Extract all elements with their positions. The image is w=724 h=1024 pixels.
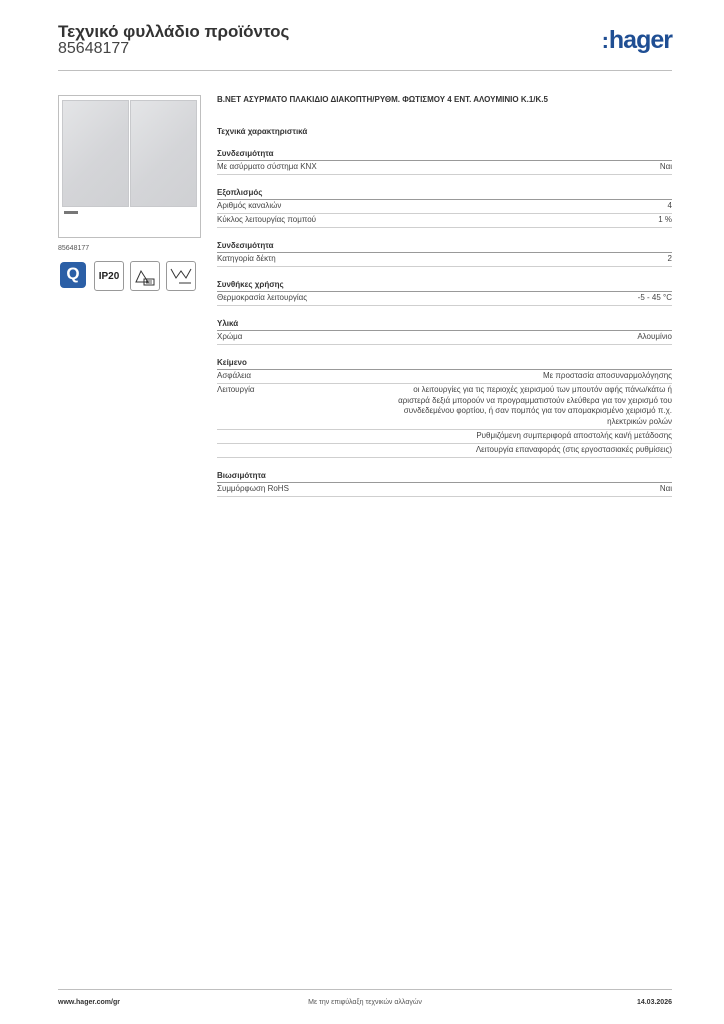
spec-row xyxy=(217,370,672,384)
spec-row xyxy=(217,444,672,458)
spec-label: Ασφάλεια xyxy=(217,371,252,380)
mounting-icon xyxy=(130,261,160,291)
page-title: Τεχνικό φυλλάδιο προϊόντος xyxy=(58,22,290,41)
spec-value: Λειτουργία επαναφοράς (στις εργοστασιακές ρυθμίσεις) xyxy=(475,445,672,454)
footer-url-link[interactable]: www.hager.com/gr xyxy=(58,999,120,1006)
spec-row xyxy=(217,331,672,345)
spec-label: Με ασύρματο σύστημα KNX xyxy=(217,162,317,171)
rocker-right xyxy=(130,100,197,207)
product-code: 85648177 xyxy=(58,40,130,57)
logo-text: hager xyxy=(608,26,672,54)
page-header xyxy=(58,22,672,71)
spec-row xyxy=(217,161,672,175)
spec-value: Ρυθμιζόμενη συμπεριφορά αποστολής και/ή μετάδοσης xyxy=(476,431,672,440)
spec-group-sustainability xyxy=(217,471,672,497)
spec-row xyxy=(217,253,672,267)
spec-label: Θερμοκρασία λειτουργίας xyxy=(217,293,308,302)
spec-row xyxy=(217,214,672,228)
product-image-panel xyxy=(58,95,203,291)
spec-group-connectivity-2 xyxy=(217,241,672,267)
spec-value: Αλουμίνιο xyxy=(637,332,672,341)
image-caption: 85648177 xyxy=(58,245,90,252)
spec-value: 2 xyxy=(667,254,672,263)
spec-row xyxy=(217,384,672,430)
spec-value: 4 xyxy=(667,201,672,210)
spec-value-multiline xyxy=(398,385,672,427)
spec-value: Ναι xyxy=(659,484,672,493)
spec-value-line: ηλεκτρικών ρολών xyxy=(607,416,672,426)
group-title: Εξοπλισμός xyxy=(217,188,672,200)
group-title: Συνθήκες χρήσης xyxy=(217,280,672,292)
footer-note: Με την επιφύλαξη τεχνικών αλλαγών xyxy=(308,999,422,1006)
product-image xyxy=(58,95,201,238)
spec-value: -5 - 45 °C xyxy=(637,293,672,302)
spec-label: Κατηγορία δέκτη xyxy=(217,254,276,263)
section-title: Τεχνικά χαρακτηριστικά xyxy=(217,127,308,136)
spec-row xyxy=(217,483,672,497)
spec-row xyxy=(217,200,672,214)
spec-group-connectivity xyxy=(217,149,672,175)
group-title: Βιωσιμότητα xyxy=(217,471,672,483)
installation-icon xyxy=(166,261,196,291)
spec-label: Κύκλος λειτουργίας πομπού xyxy=(217,215,317,224)
group-title: Συνδεσιμότητα xyxy=(217,149,672,161)
spec-group-materials xyxy=(217,319,672,345)
product-title: B.NET ΑΣΥΡΜΑΤΟ ΠΛΑΚΙΔΙΟ ΔΙΑΚΟΠΤΗ/ΡΥΘΜ. ΦΩΤΙΣΜΟΥ 4 ΕΝΤ. ΑΛΟΥΜΙΝΙΟ Κ.1/Κ.5 xyxy=(217,95,548,104)
spec-label: Χρώμα xyxy=(217,332,243,341)
spec-value-line: συνδεδεμένου φορτίου, ή σαν πομπός για τον απομακρισμένο χειρισμό π.χ. xyxy=(403,406,672,415)
spec-value: 1 % xyxy=(658,215,672,224)
quality-icon: Q xyxy=(58,261,88,291)
ip20-icon xyxy=(94,261,124,291)
spec-value: Ναι xyxy=(659,162,672,171)
spec-group-equipment xyxy=(217,188,672,228)
spec-value: Με προστασία αποσυναρμολόγησης xyxy=(542,371,672,380)
spec-group-text xyxy=(217,358,672,458)
spec-sheet xyxy=(217,95,672,497)
spec-group-conditions xyxy=(217,280,672,306)
spec-label: Λειτουργία xyxy=(217,385,255,394)
group-title: Κείμενο xyxy=(217,358,672,370)
spec-row xyxy=(217,292,672,306)
hager-logo: :hager xyxy=(601,26,672,54)
spec-row xyxy=(217,430,672,444)
spec-label: Αριθμός καναλιών xyxy=(217,201,282,210)
footer-date: 14.03.2026 xyxy=(636,999,672,1006)
spec-value-line: οι λειτουργίες για τις περιοχές χειρισμού των μπουτόν αφής πάνω/κάτω ή xyxy=(413,385,672,394)
certification-badges xyxy=(58,261,203,291)
page-footer xyxy=(58,989,672,1012)
spec-value-line: αριστερά δεξιά μπορούν να προγραμματιστούν ελεύθερα για τον χειρισμό του xyxy=(398,395,672,405)
knx-mark-icon xyxy=(64,211,78,214)
group-title: Υλικά xyxy=(217,319,672,331)
rocker-left xyxy=(62,100,129,207)
spec-label: Συμμόρφωση RoHS xyxy=(217,484,289,493)
ip-rating-label: IP20 xyxy=(98,271,120,282)
group-title: Συνδεσιμότητα xyxy=(217,241,672,253)
